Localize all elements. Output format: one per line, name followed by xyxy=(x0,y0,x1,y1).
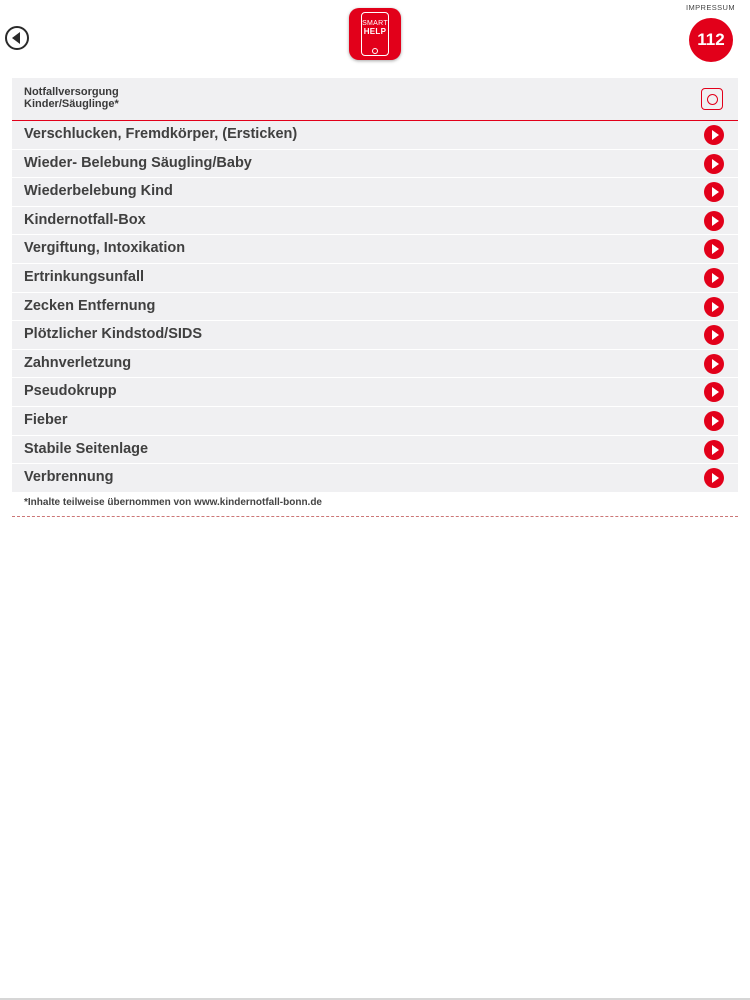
list-item[interactable] xyxy=(12,293,738,322)
list-item-label: Verbrennung xyxy=(24,469,114,486)
list-item-label: Pseudokrupp xyxy=(24,383,117,400)
list-item-label: Vergiftung, Intoxikation xyxy=(24,240,186,257)
divider xyxy=(12,516,738,517)
source-footnote: *Inhalte teilweise übernommen von www.kindernotfall-bonn.de xyxy=(24,497,322,508)
play-icon[interactable] xyxy=(704,325,724,345)
list-item[interactable] xyxy=(12,350,738,379)
play-icon[interactable] xyxy=(704,211,724,231)
list-item-label: Wiederbelebung Kind xyxy=(24,183,173,200)
list-item-label: Zecken Entfernung xyxy=(24,297,156,314)
list-item-label: Plötzlicher Kindstod/SIDS xyxy=(24,326,203,343)
list-item[interactable] xyxy=(12,436,738,465)
list-item[interactable] xyxy=(12,378,738,407)
play-icon[interactable] xyxy=(704,239,724,259)
panel-title-line2: Kinder/Säuglinge* xyxy=(24,98,119,110)
home-button-icon xyxy=(372,48,378,54)
list-item-label: Verschlucken, Fremdkörper, (Ersticken) xyxy=(24,126,298,142)
play-icon[interactable] xyxy=(704,268,724,288)
play-icon[interactable] xyxy=(704,354,724,374)
list-item-label: Fieber xyxy=(24,411,68,428)
play-icon[interactable] xyxy=(704,468,724,488)
list-item-label: Wieder- Belebung Säugling/Baby xyxy=(24,154,252,171)
play-icon[interactable] xyxy=(704,411,724,431)
topic-panel xyxy=(12,78,738,493)
play-icon[interactable] xyxy=(704,382,724,402)
play-icon[interactable] xyxy=(704,125,724,145)
play-icon[interactable] xyxy=(704,297,724,317)
logo-smart: SMART xyxy=(362,20,388,27)
list-item[interactable] xyxy=(12,264,738,293)
panel-title-line1: Notfallversorgung xyxy=(24,86,119,98)
app-logo xyxy=(349,8,401,60)
list-item-label: Stabile Seitenlage xyxy=(24,440,149,457)
play-icon[interactable] xyxy=(704,182,724,202)
back-arrow-icon[interactable] xyxy=(5,26,29,50)
list-item-label: Kindernotfall-Box xyxy=(24,211,146,228)
list-item[interactable] xyxy=(12,464,738,493)
emergency-call-button[interactable]: 112 xyxy=(689,18,733,62)
list-item[interactable] xyxy=(12,121,738,150)
play-icon[interactable] xyxy=(704,154,724,174)
panel-title xyxy=(24,86,119,110)
list-item-label: Ertrinkungsunfall xyxy=(24,268,145,285)
list-item[interactable] xyxy=(12,178,738,207)
panel-header xyxy=(12,78,738,121)
list-item[interactable] xyxy=(12,150,738,179)
list-item[interactable] xyxy=(12,207,738,236)
logo-text xyxy=(349,20,401,36)
first-aid-kit-icon xyxy=(701,88,723,110)
play-icon[interactable] xyxy=(704,440,724,460)
topic-list xyxy=(12,121,738,493)
list-item[interactable] xyxy=(12,235,738,264)
impressum-link[interactable]: IMPRESSUM xyxy=(685,3,735,12)
list-item-label: Zahnverletzung xyxy=(24,354,132,371)
list-item[interactable] xyxy=(12,407,738,436)
logo-help: HELP xyxy=(363,27,387,36)
list-item[interactable] xyxy=(12,321,738,350)
